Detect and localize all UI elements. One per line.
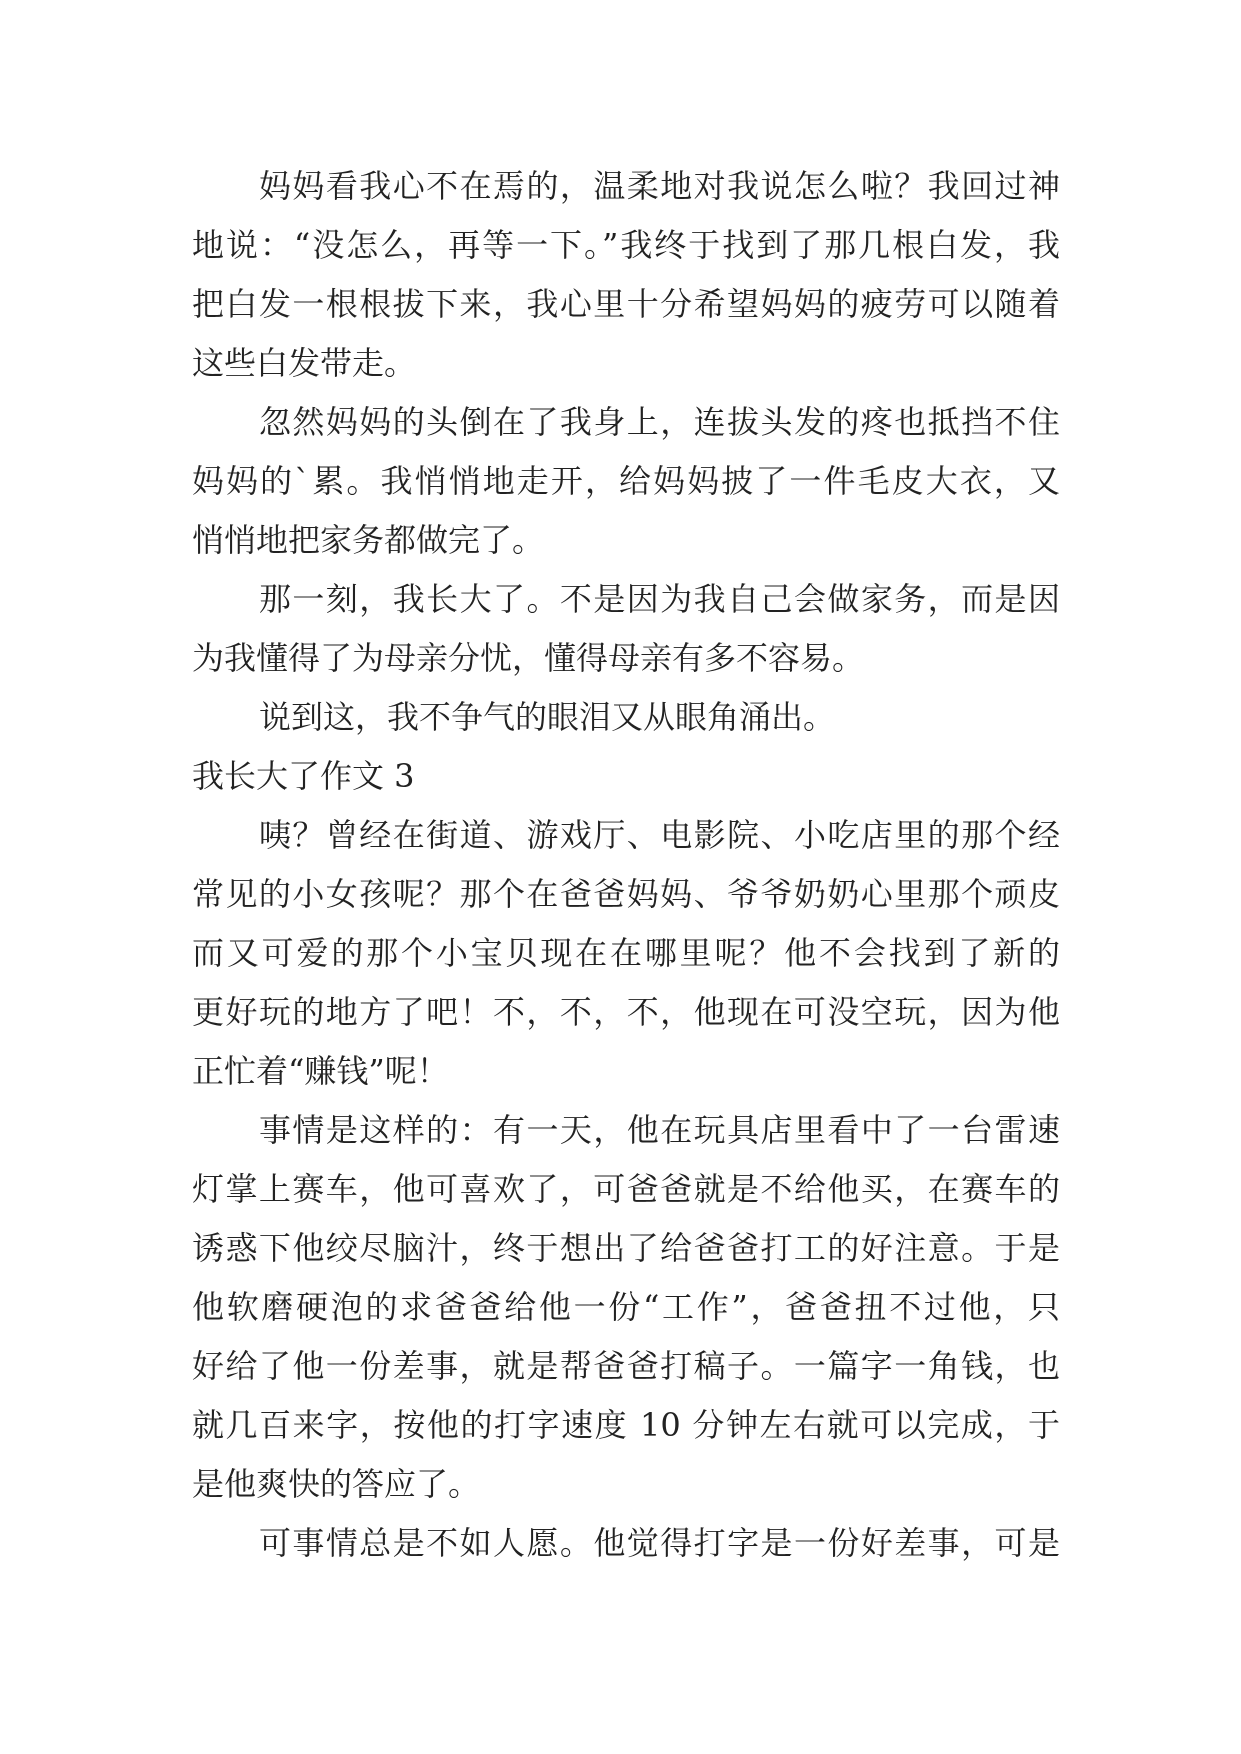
text-line: 灯掌上赛车，他可喜欢了，可爸爸就是不给他买，在赛车的: [192, 1170, 1060, 1208]
text-line: 好给了他一份差事，就是帮爸爸打稿子。一篇字一角钱，也: [192, 1347, 1060, 1385]
text-line: 忽然妈妈的头倒在了我身上，连拔头发的疼也抵挡不住: [259, 403, 1060, 441]
paragraph: [192, 570, 1060, 688]
text-line: 常见的小女孩呢？那个在爸爸妈妈、爷爷奶奶心里那个顽皮: [192, 875, 1060, 913]
text-line: 诱惑下他绞尽脑汁，终于想出了给爸爸打工的好注意。于是: [192, 1229, 1060, 1267]
text-line: 是他爽快的答应了。: [192, 1465, 481, 1503]
text-line: 咦？曾经在街道、游戏厅、电影院、小吃店里的那个经: [259, 816, 1060, 854]
document-body: [192, 157, 1060, 1573]
text-line: 事情是这样的：有一天，他在玩具店里看中了一台雷速: [259, 1111, 1060, 1149]
text-line: 那一刻，我长大了。不是因为我自己会做家务，而是因: [259, 580, 1060, 618]
paragraph: [192, 393, 1060, 570]
text-line: 说到这，我不争气的眼泪又从眼角涌出。: [259, 698, 836, 736]
text-line: 他软磨硬泡的求爸爸给他一份“工作”，爸爸扭不过他，只: [192, 1288, 1060, 1326]
text-line: 妈妈看我心不在焉的，温柔地对我说怎么啦？我回过神: [259, 167, 1060, 205]
text-line: 妈妈的`累。我悄悄地走开，给妈妈披了一件毛皮大衣，又: [192, 462, 1060, 500]
paragraph: [192, 157, 1060, 393]
paragraph: [192, 1101, 1060, 1514]
text-line: 把白发一根根拔下来，我心里十分希望妈妈的疲劳可以随着: [192, 285, 1060, 323]
text-line: 而又可爱的那个小宝贝现在在哪里呢？他不会找到了新的: [192, 934, 1060, 972]
text-line: 更好玩的地方了吧！不，不，不，他现在可没空玩，因为他: [192, 993, 1060, 1031]
text-line: 正忙着“赚钱”呢！: [192, 1052, 449, 1090]
text-line: 地说：“没怎么，再等一下。”我终于找到了那几根白发，我: [192, 226, 1060, 264]
section-heading: 我长大了作文 3: [192, 757, 415, 795]
text-line: 为我懂得了为母亲分忧，懂得母亲有多不容易。: [192, 639, 865, 677]
text-line: 可事情总是不如人愿。他觉得打字是一份好差事，可是: [259, 1524, 1060, 1562]
text-line: 这些白发带走。: [192, 344, 417, 382]
paragraph: [192, 806, 1060, 1101]
text-line: 悄悄地把家务都做完了。: [192, 521, 545, 559]
text-line: 就几百来字，按他的打字速度 10 分钟左右就可以完成，于: [192, 1406, 1060, 1444]
paragraph: [192, 688, 1060, 747]
paragraph: [192, 1514, 1060, 1573]
